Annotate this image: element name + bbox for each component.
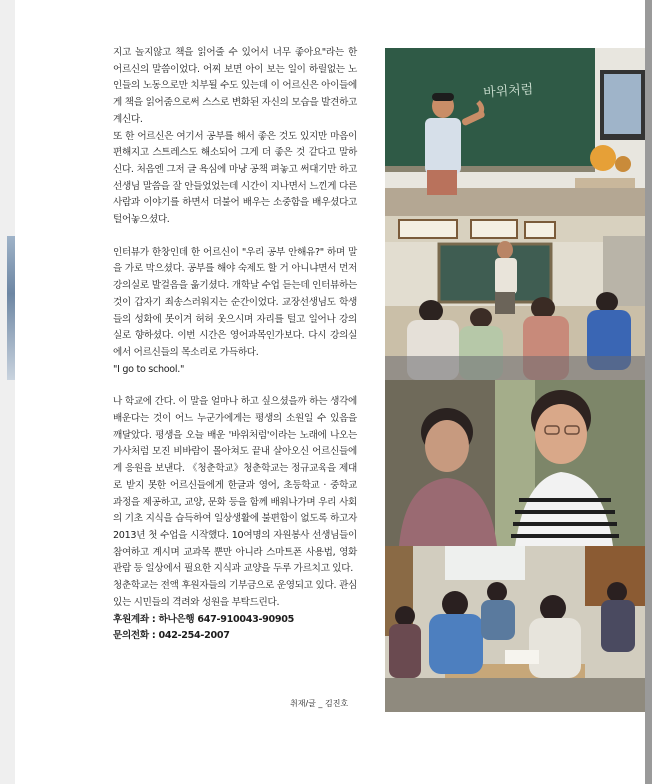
photo-students-at-tables	[385, 546, 645, 712]
page-edge-left	[0, 0, 15, 784]
paragraph-3: 인터뷰가 한창인데 한 어르신이 "우리 공부 안해유?" 하며 말을 가로 막으셨다. 공부를 해야 숙제도 할 거 아니냐면서 먼저 강의실로 발걸음을 옮기셨다. 개학날 수업 듣는데 인터뷰하는 것이 갑자기 죄송스러워지는 순간이었다. 교장선생님도 학생들의 성화에 못이겨 허허 웃으시며 자리를 털고 일어나 강의실로 향하셨다. 이번 시간은 영어과목인가보다. 다시 강의실에서 어르신들의 목소리로 가득하다.	[113, 246, 357, 358]
byline: 취재/글 _ 김진호	[290, 699, 349, 708]
photo-teacher-chalkboard	[385, 48, 645, 216]
paragraph-5: 청춘학교는 전액 후원자들의 기부금으로 운영되고 있다. 관심있는 시민들의 격려와 성원을 부탁드린다.	[113, 580, 357, 608]
donation-account: 후원계좌 : 하나은행 647-910043-90905	[113, 613, 295, 625]
photo-two-students	[385, 380, 645, 546]
page-edge-right	[645, 0, 652, 784]
paragraph-4: 나 학교에 간다. 이 말을 얼마나 하고 싶으셨을까 하는 생각에 배운다는 것이 어느 누군가에게는 평생의 소원일 수 있음을 깨달았다. 평생을 오늘 배운 '바위처럼'이라는 노래에 나오는 가사처럼 모진 비바람이 몰아쳐도 끝내 살아오신 어르신들에게 응원을 보낸다. 《청춘학교》청춘학교는 정규교육을 제대로 받지 못한 어르신들에게 한글과 영어, 초등학교 · 중학교 과정을 제공하고, 교양, 문화 등을 함께 배워나가며 우리 사회의 기초 지식을 습득하여 일상생활에 불편함이 없도록 하고자 2013년 첫 수업을 시작했다. 10여명의 자원봉사 선생님들이 참여하고 계시며 교과목 뿐만 아니라 스마트폰 사용법, 영화관람 등 일상에서 필요한 지식과 교양을 두루 가르치고 있다.	[113, 396, 357, 575]
article-body	[113, 45, 357, 645]
english-quote: "I go to school."	[113, 363, 185, 375]
chalkboard-text: 바위처럼	[482, 82, 534, 101]
photo-classroom	[385, 216, 645, 380]
paragraph-2: 또 한 어르신은 여기서 공부를 해서 좋은 것도 있지만 마음이 편해지고 스트레스도 해소되어 그게 더 좋은 것 같다고 말하신다. 처음엔 그저 글 욕심에 마냥 공책 펴놓고 써대기만 하고 선생님 말씀을 잘 안들었었는데 시간이 지나면서 느낀게 다른 사람과 이야기를 하면서 더불어 배우는 소중함을 배우셨다고 털어놓으셨다.	[113, 130, 357, 226]
contact-phone: 문의전화 : 042-254-2007	[113, 630, 230, 642]
paragraph-1: 지고 놀지않고 책을 읽어줄 수 있어서 너무 좋아요"라는 한 어르신의 말씀이었다. 어찌 보면 아이 보는 일이 하릴없는 노인들의 노동으로만 치부될 수도 있는데 이 어르신은 아이들에게 책을 읽어줌으로써 스스로 변화된 자신의 모습을 발견하고 계신다.	[113, 47, 357, 125]
